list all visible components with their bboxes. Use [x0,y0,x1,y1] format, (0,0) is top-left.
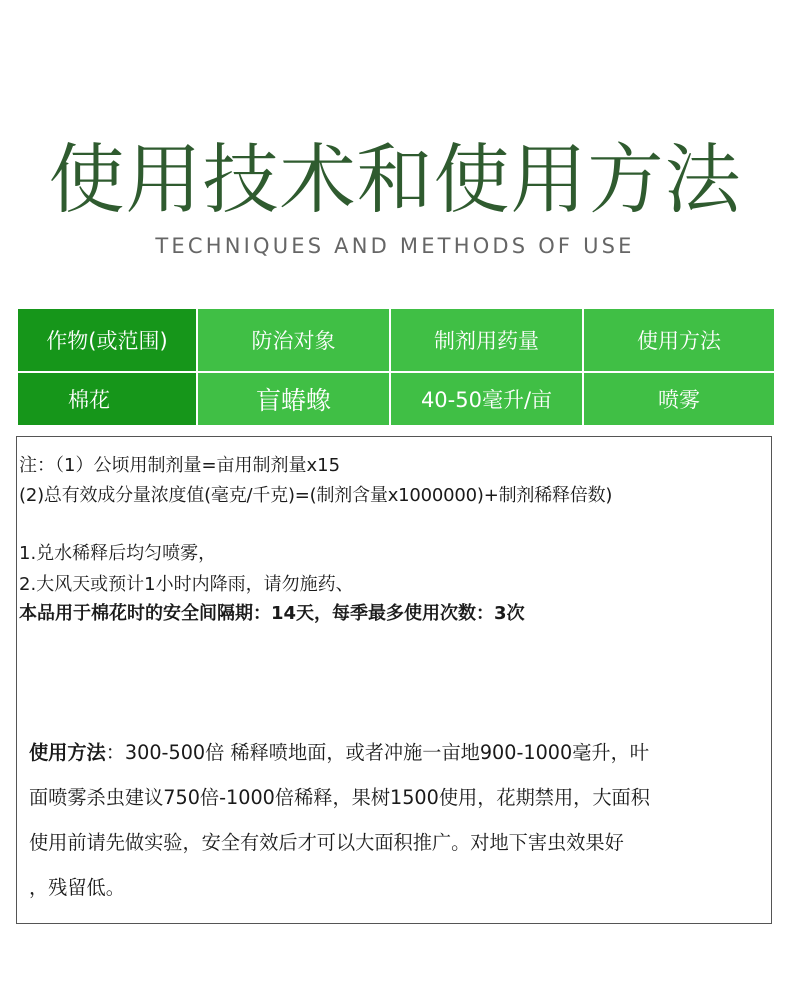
note-line-4: 2.大风天或预计1小时内降雨，请勿施药、 [19,574,354,595]
note-line-safety: 本品用于棉花时的安全间隔期：14天，每季最多使用次数：3次 [19,603,525,624]
cell-crop: 棉花 [17,372,197,426]
cell-target: 盲蝽蟓 [197,372,390,426]
note-line-2: (2)总有效成分量浓度值(毫克/千克)=(制剂含量x1000000)+制剂稀释倍数) [19,485,613,506]
notes-box [16,436,772,924]
usage-line-1: ：300-500倍 稀释喷地面，或者冲施一亩地900-1000毫升，叶 [105,741,649,764]
cell-method: 喷雾 [583,372,775,426]
usage-table [16,307,776,427]
header-dosage: 制剂用药量 [390,308,583,372]
usage-line-3: 使用前请先做实验，安全有效后才可以大面积推广。对地下害虫效果好 [29,831,624,854]
table-row [17,372,775,426]
page-title: 使用技术和使用方法 [48,135,742,224]
header-method: 使用方法 [583,308,775,372]
note-line-3: 1.兑水稀释后均匀喷雾， [19,543,217,564]
table-header-row [17,308,775,372]
note-line-1: 注：（1）公顷用制剂量=亩用制剂量x15 [19,455,341,476]
cell-dosage: 40-50毫升/亩 [390,372,583,426]
usage-paragraph [29,730,771,910]
header-crop: 作物(或范围) [17,308,197,372]
page-subtitle: TECHNIQUES AND METHODS OF USE [155,234,635,258]
usage-line-2: 面喷雾杀虫建议750倍-1000倍稀释，果树1500使用，花期禁用，大面积 [29,786,650,809]
usage-label: 使用方法 [29,741,106,764]
usage-line-4: ，残留低。 [29,876,125,899]
header-target: 防治对象 [197,308,390,372]
